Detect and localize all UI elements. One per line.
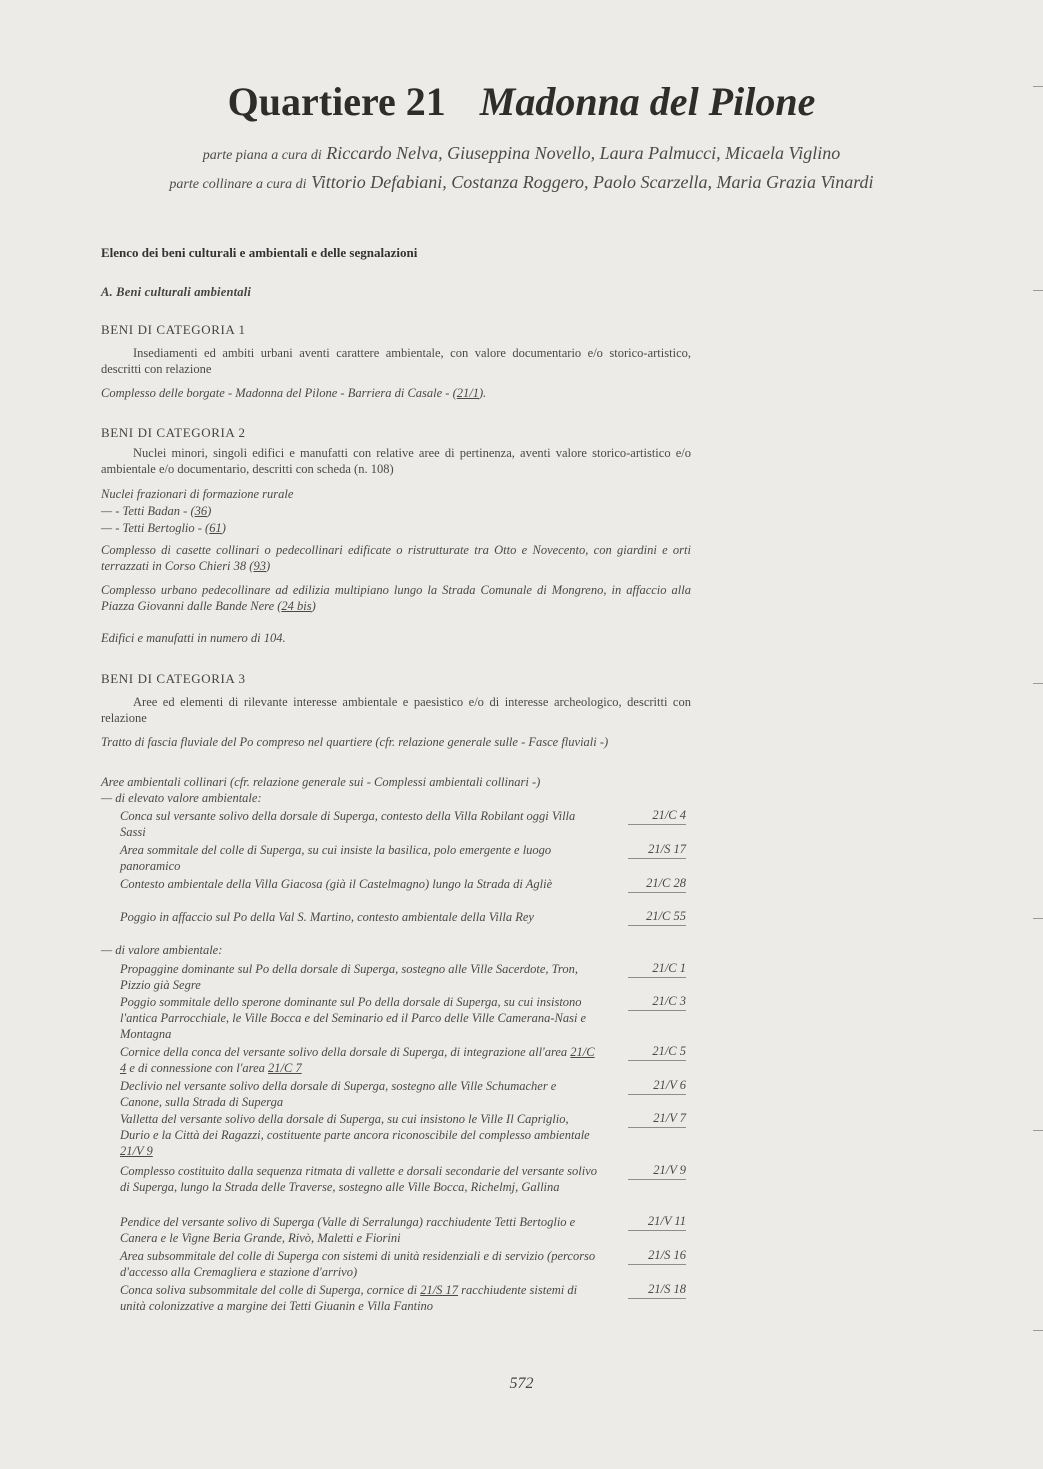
margin-tick (1033, 683, 1043, 684)
area-code: 21/C 5 (628, 1044, 686, 1061)
ref-code: 21/C 4 (120, 1045, 595, 1075)
page-title (0, 78, 1043, 125)
list-item: Pendice del versante solivo di Superga (Valle di Serralunga) racchiudente Tetti Bertoglio e Canera e le Vigne Beria Grande, Rivò, Maletti e Fiorini (120, 1215, 576, 1245)
category-1-item: Complesso delle borgate - Madonna del Pilone - Barriera di Casale - (21/1). (101, 386, 487, 400)
page-number: 572 (509, 1375, 534, 1392)
item-tetti-badan: — - Tetti Badan - (36) (101, 504, 212, 518)
quartiere-name: Madonna del Pilone (479, 79, 816, 124)
category-1-description: Insediamenti ed ambiti urbani aventi carattere ambientale, con valore documentario e/o storico-artistico, descritti con relazione (101, 346, 691, 376)
nuclei-heading: Nuclei frazionari di formazione rurale (101, 487, 294, 501)
ref-code: 24 bis (281, 599, 312, 613)
elevato-valore-heading: — di elevato valore ambientale: (101, 791, 262, 805)
list-item: Cornice della conca del versante solivo della dorsale di Superga, di integrazione all'area 21/C 4 e di connessione con l'area 21/C 7 (120, 1045, 595, 1075)
area-code: 21/V 9 (628, 1163, 686, 1180)
ref-code: 21/C 7 (268, 1061, 302, 1075)
ref-code: 21/S 17 (420, 1283, 459, 1297)
area-code: 21/S 17 (628, 842, 686, 859)
list-item: Declivio nel versante solivo della dorsale di Superga, sostegno alle Ville Schumacher e Canone, sulla Strada di Superga (120, 1079, 557, 1109)
list-item: Area sommitale del colle di Superga, su cui insiste la basilica, polo emergente e luogo panoramico (120, 843, 552, 873)
fascia-fluviale-item: Tratto di fascia fluviale del Po compreso nel quartiere (cfr. relazione generale sulle - Fasce fluviali -) (101, 735, 609, 749)
margin-tick (1033, 918, 1043, 919)
quartiere-number: Quartiere 21 (227, 79, 446, 124)
item-complesso-casette: Complesso di casette collinari o pedecollinari edificate o ristrutturate tra Otto e Novecento, con giardini e orti terrazzati in Corso Chieri 38 (93) (101, 543, 691, 573)
list-item: Valletta del versante solivo della dorsale di Superga, su cui insistono le Ville Il Capriglio, Durio e la Città dei Ragazzi, costituente parte ancora riconoscibile del complesso ambientale 21/V 9 (120, 1112, 590, 1158)
credit-line-piana: parte piana a cura di Riccardo Nelva, Giuseppina Novello, Laura Palmucci, Micaela Viglino (202, 143, 841, 163)
ref-code: 36 (194, 504, 208, 518)
area-code: 21/C 55 (628, 909, 686, 926)
list-item: Complesso costituito dalla sequenza ritmata di vallette e dorsali secondarie del versante solivo di Superga, lungo la Strada delle Traverse, sostegno alle Ville Bocca, Richelmj, Gallina (120, 1164, 598, 1194)
area-code: 21/V 7 (628, 1111, 686, 1128)
area-code: 21/S 18 (628, 1282, 686, 1299)
item-tetti-bertoglio: — - Tetti Bertoglio - (61) (101, 521, 226, 535)
edifici-count: Edifici e manufatti in numero di 104. (101, 631, 286, 645)
list-item: Contesto ambientale della Villa Giacosa (già il Castelmagno) lungo la Strada di Agliè (120, 877, 553, 891)
ref-code: 21/V 9 (120, 1144, 153, 1158)
margin-tick (1033, 86, 1043, 87)
category-2-description: Nuclei minori, singoli edifici e manufatti con relative aree di pertinenza, aventi valore storico-artistico e/o ambientale e/o documentario, descritti con scheda (n. 108) (101, 446, 691, 476)
ref-code: 93 (253, 559, 266, 573)
item-complesso-urbano: Complesso urbano pedecollinare ad edilizia multipiano lungo la Strada Comunale di Mongreno, in affaccio alla Piazza Giovanni dalle Bande Nere (24 bis) (101, 583, 691, 613)
list-heading: Elenco dei beni culturali e ambientali e delle segnalazioni (101, 245, 418, 260)
area-code: 21/C 1 (628, 961, 686, 978)
credit-line-collinare: parte collinare a cura di Vittorio Defabiani, Costanza Roggero, Paolo Scarzella, Maria Grazia Vinardi (169, 172, 874, 192)
list-item: Poggio sommitale dello sperone dominante sul Po della dorsale di Superga, su cui insistono l'antica Parrocchiale, le Ville Bocca e del Seminario ed il Parco delle Ville Camerana-Nasi e Montagna (120, 995, 587, 1041)
category-1-title: BENI DI CATEGORIA 1 (101, 322, 246, 337)
list-item: Area subsommitale del colle di Superga con sistemi di unità residenziali e di servizio (percorso d'accesso alla Cremagliera e stazione d'arrivo) (120, 1249, 596, 1279)
list-item: Conca soliva subsommitale del colle di Superga, cornice di 21/S 17 racchiudente sistemi di unità colonizzative a margine dei Tetti Giuanin e Villa Fantino (120, 1283, 578, 1313)
area-code: 21/S 16 (628, 1248, 686, 1265)
category-3-description: Aree ed elementi di rilevante interesse ambientale e paesistico e/o di interesse archeologico, descritti con relazione (101, 695, 691, 725)
area-code: 21/C 4 (628, 808, 686, 825)
list-item: Poggio in affaccio sul Po della Val S. Martino, contesto ambientale della Villa Rey (120, 910, 534, 924)
section-a-heading: A. Beni culturali ambientali (101, 285, 252, 299)
area-code: 21/V 6 (628, 1078, 686, 1095)
valore-heading: — di valore ambientale: (101, 943, 223, 957)
ref-code: 61 (209, 521, 222, 535)
aree-collinari-item: Aree ambientali collinari (cfr. relazione generale sui - Complessi ambientali collinari -) (101, 775, 541, 789)
category-2-title: BENI DI CATEGORIA 2 (101, 425, 246, 440)
margin-tick (1033, 1330, 1043, 1331)
list-item: Conca sul versante solivo della dorsale di Superga, contesto della Villa Robilant oggi Villa Sassi (120, 809, 576, 839)
margin-tick (1033, 290, 1043, 291)
margin-tick (1033, 1130, 1043, 1131)
category-3-title: BENI DI CATEGORIA 3 (101, 671, 246, 686)
area-code: 21/V 11 (628, 1214, 686, 1231)
area-code: 21/C 3 (628, 994, 686, 1011)
ref-code: 21/1 (456, 386, 479, 400)
list-item: Propaggine dominante sul Po della dorsale di Superga, sostegno alle Ville Sacerdote, Tron, Pizzio già Segre (120, 962, 578, 992)
area-code: 21/C 28 (628, 876, 686, 893)
